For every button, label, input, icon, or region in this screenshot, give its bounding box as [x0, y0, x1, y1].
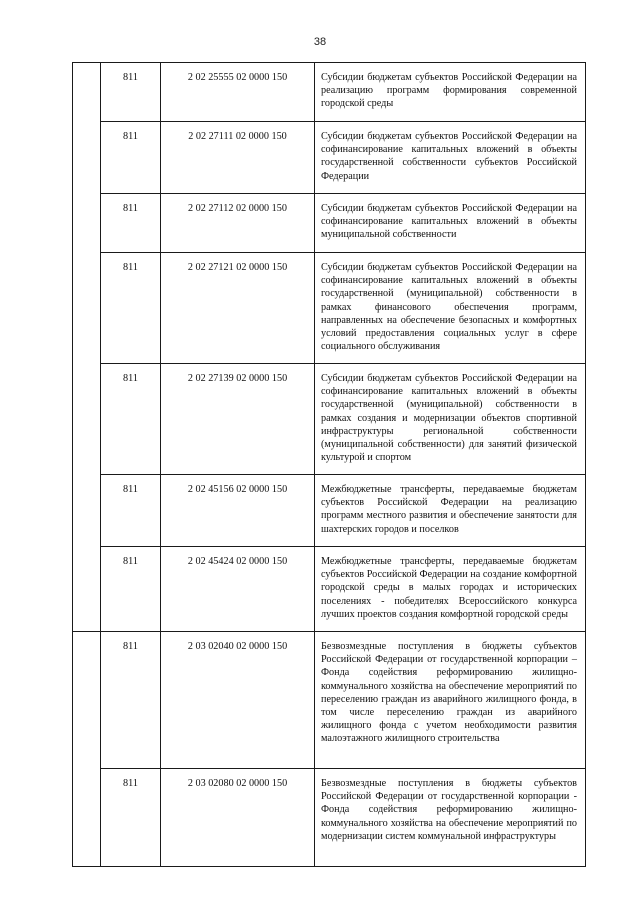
budget-code-cell: 2 02 45424 02 0000 150 — [161, 547, 315, 632]
budget-code-cell: 2 02 27111 02 0000 150 — [161, 122, 315, 194]
budget-code-cell: 2 02 45156 02 0000 150 — [161, 475, 315, 547]
budget-code-cell: 2 02 27139 02 0000 150 — [161, 364, 315, 475]
admin-code-cell: 811 — [101, 632, 161, 769]
budget-code-cell: 2 02 27121 02 0000 150 — [161, 253, 315, 364]
admin-code-cell: 811 — [101, 769, 161, 867]
table-row — [73, 253, 586, 364]
table-row — [73, 632, 586, 769]
table-row — [73, 547, 586, 632]
table-row — [73, 769, 586, 867]
admin-code-cell: 811 — [101, 547, 161, 632]
budget-code-cell: 2 02 27112 02 0000 150 — [161, 194, 315, 253]
revenue-name-cell: Безвозмездные поступления в бюджеты субъектов Российской Федерации от государственной корпорации – Фонда содействия реформированию жилищно-коммунального хозяйства на обеспечение мероприятий по переселению граждан из аварийного жилищного фонда, в том числе переселению граждан из аварийного жилищного фонда с учетом необходимости развития малоэтажного жилищного строительства — [315, 632, 586, 769]
budget-code-cell: 2 03 02040 02 0000 150 — [161, 632, 315, 769]
budget-code-cell: 2 02 25555 02 0000 150 — [161, 63, 315, 122]
page-number: 38 — [313, 36, 327, 48]
group-cell-empty — [73, 632, 101, 867]
group-cell-empty — [73, 63, 101, 632]
admin-code-cell: 811 — [101, 122, 161, 194]
revenue-name-cell: Межбюджетные трансферты, передаваемые бюджетам субъектов Российской Федерации на реализацию программ местного развития и обеспечение занятости для шахтерских городов и поселков — [315, 475, 586, 547]
revenue-name-cell: Субсидии бюджетам субъектов Российской Федерации на софинансирование капитальных вложений в объекты государственной (муниципальной) собственности в рамках финансового обеспечения программ, направленных на обеспечение безопасных и комфортных условий предоставления социальных услуг в сфере социального обслуживания — [315, 253, 586, 364]
budget-classification-table — [72, 62, 586, 867]
admin-code-cell: 811 — [101, 475, 161, 547]
revenue-name-cell: Субсидии бюджетам субъектов Российской Федерации на софинансирование капитальных вложений в объекты государственной собственности субъектов Российской Федерации — [315, 122, 586, 194]
revenue-name-cell: Субсидии бюджетам субъектов Российской Федерации на софинансирование капитальных вложений в объекты муниципальной собственности — [315, 194, 586, 253]
table-row — [73, 194, 586, 253]
revenue-name-cell: Субсидии бюджетам субъектов Российской Федерации на реализацию программ формирования современной городской среды — [315, 63, 586, 122]
revenue-name-cell: Межбюджетные трансферты, передаваемые бюджетам субъектов Российской Федерации на создание комфортной городской среды в малых городах и исторических поселениях - победителях Всероссийского конкурса лучших проектов создания комфортной городской среды — [315, 547, 586, 632]
budget-code-cell: 2 03 02080 02 0000 150 — [161, 769, 315, 867]
admin-code-cell: 811 — [101, 253, 161, 364]
revenue-name-cell: Субсидии бюджетам субъектов Российской Федерации на софинансирование капитальных вложений в объекты государственной (муниципальной) собственности в рамках создания и модернизации объектов спортивной инфраструктуры региональной собственности (муниципальной собственности) для занятий физической культурой и спортом — [315, 364, 586, 475]
table-row — [73, 364, 586, 475]
table-row — [73, 63, 586, 122]
revenue-name-cell: Безвозмездные поступления в бюджеты субъектов Российской Федерации от государственной корпорации - Фонда содействия реформированию жилищно-коммунального хозяйства на обеспечение мероприятий по модернизации систем коммунальной инфраструктуры — [315, 769, 586, 867]
table-row — [73, 122, 586, 194]
admin-code-cell: 811 — [101, 364, 161, 475]
admin-code-cell: 811 — [101, 63, 161, 122]
table-row — [73, 475, 586, 547]
admin-code-cell: 811 — [101, 194, 161, 253]
